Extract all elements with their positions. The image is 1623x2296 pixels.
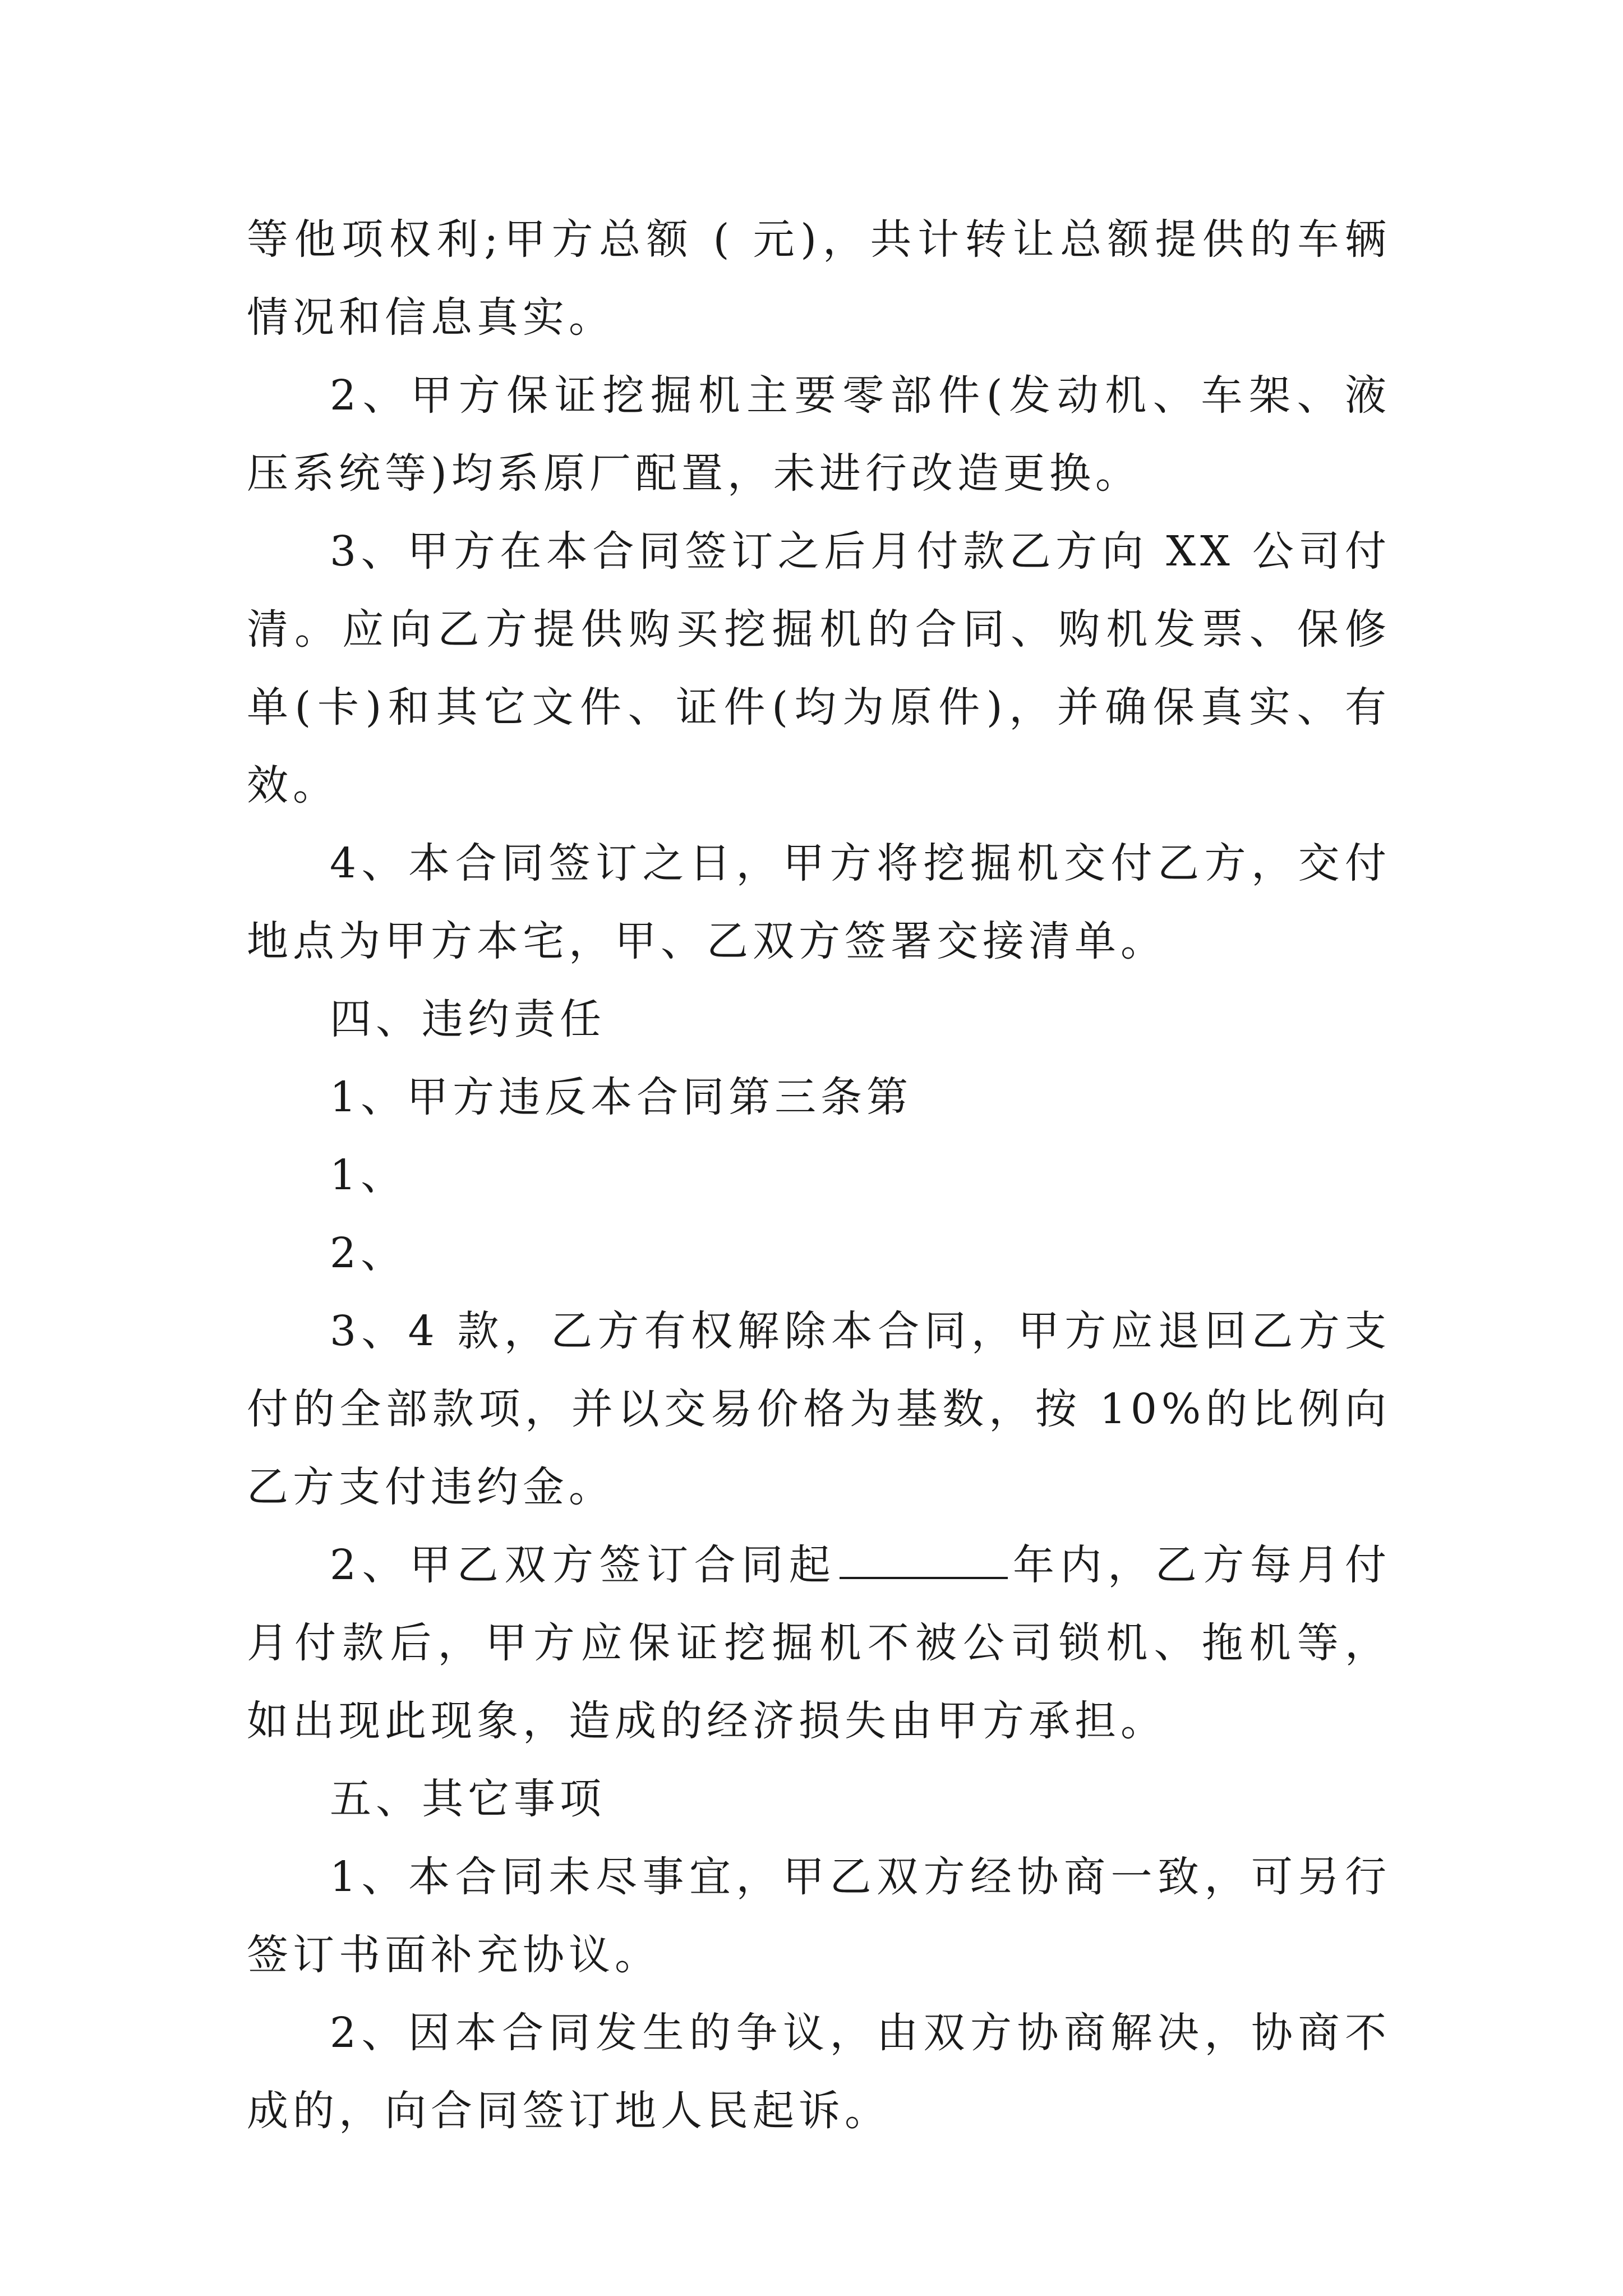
document-page (247, 201, 1391, 2150)
section-heading: 五、其它事项 (330, 1775, 606, 1823)
paragraph: 1、 (330, 1151, 407, 1199)
blank-paragraph-before: 2、甲乙双方签订合同起 (330, 1541, 837, 1589)
paragraph: 1、本合同未尽事宜，甲乙双方经协商一致，可另行签订书面补充协议。 (247, 1853, 1391, 1979)
blank-paragraph-after: 年内，乙方每月付月付款后，甲方应保证挖掘机不被公司锁机、拖机等，如出现此现象，造成的经济损失由甲方承担。 (247, 1541, 1391, 1745)
paragraph-with-blank (247, 1526, 1391, 1760)
paragraph: 2、因本合同发生的争议，由双方协商解决，协商不成的，向合同签订地人民起诉。 (247, 2009, 1391, 2135)
paragraph: 3、4 款，乙方有权解除本合同，甲方应退回乙方支付的全部款项，并以交易价格为基数，按 10%的比例向乙方支付违约金。 (247, 1307, 1391, 1511)
paragraph: 3、甲方在本合同签订之后月付款乙方向 XX 公司付清。应向乙方提供购买挖掘机的合同、购机发票、保修单(卡)和其它文件、证件(均为原件)，并确保真实、有效。 (247, 527, 1391, 809)
paragraph: 1、甲方违反本合同第三条第 (330, 1073, 913, 1121)
section-heading: 四、违约责任 (330, 995, 606, 1043)
paragraph: 2、甲方保证挖掘机主要零部件(发动机、车架、液压系统等)均系原厂配置，未进行改造更换。 (247, 371, 1391, 498)
paragraph: 2、 (330, 1229, 407, 1277)
fill-in-blank (840, 1542, 1008, 1579)
paragraph: 4、本合同签订之日，甲方将挖掘机交付乙方，交付地点为甲方本宅，甲、乙双方签署交接清单。 (247, 839, 1391, 965)
paragraph: 等他项权利;甲方总额 ( 元)，共计转让总额提供的车辆情况和信息真实。 (247, 215, 1391, 342)
